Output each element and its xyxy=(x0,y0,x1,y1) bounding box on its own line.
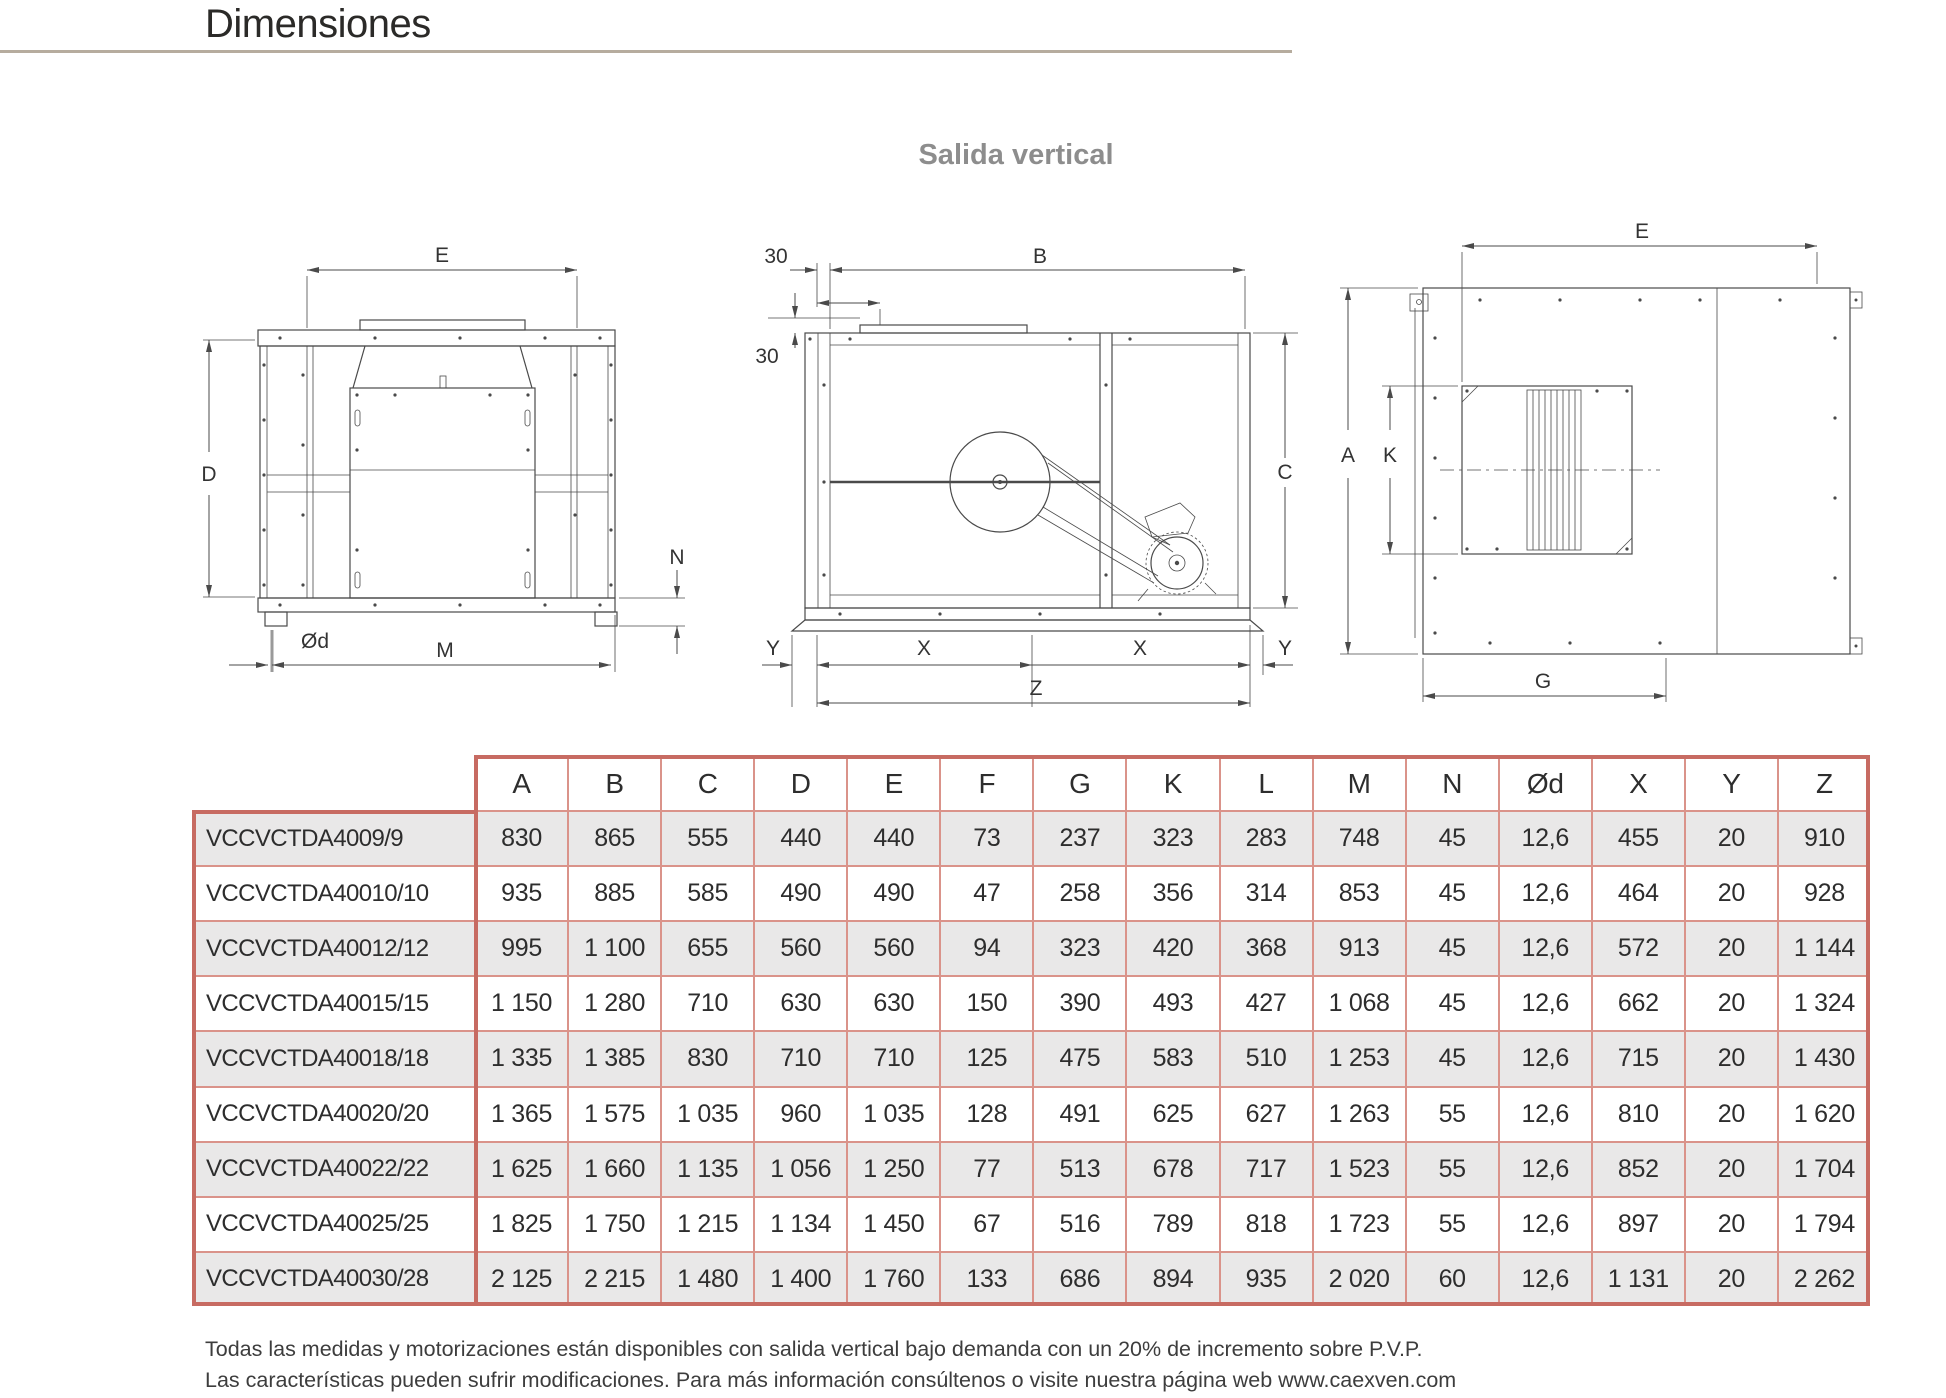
top-view-drawing xyxy=(1330,218,1890,718)
column-header: G xyxy=(1032,755,1125,810)
value-cell: 560 xyxy=(846,920,939,975)
value-cell: 420 xyxy=(1125,920,1218,975)
value-cell: 960 xyxy=(753,1086,846,1141)
value-cell: 12,6 xyxy=(1498,920,1591,975)
front-view-rivets xyxy=(262,336,612,606)
value-cell: 572 xyxy=(1591,920,1684,975)
model-cell: VCCVCTDA40022/22 xyxy=(192,1141,474,1196)
value-cell: 1 215 xyxy=(660,1196,753,1251)
value-cell: 710 xyxy=(753,1030,846,1085)
value-cell: 60 xyxy=(1405,1251,1498,1306)
value-cell: 885 xyxy=(567,865,660,920)
front-view-drawing xyxy=(195,240,725,710)
value-cell: 1 335 xyxy=(474,1030,567,1085)
value-cell: 45 xyxy=(1405,920,1498,975)
value-cell: 47 xyxy=(939,865,1032,920)
value-cell: 45 xyxy=(1405,810,1498,865)
value-cell: 77 xyxy=(939,1141,1032,1196)
value-cell: 625 xyxy=(1125,1086,1218,1141)
value-cell: 20 xyxy=(1684,865,1777,920)
value-cell: 1 430 xyxy=(1777,1030,1870,1085)
value-cell: 810 xyxy=(1591,1086,1684,1141)
title-rule xyxy=(0,50,1292,53)
value-cell: 150 xyxy=(939,975,1032,1030)
dim-label-y-right: Y xyxy=(1277,637,1293,660)
value-cell: 510 xyxy=(1219,1030,1312,1085)
value-cell: 710 xyxy=(846,1030,939,1085)
value-cell: 2 215 xyxy=(567,1251,660,1306)
value-cell: 20 xyxy=(1684,810,1777,865)
value-cell: 865 xyxy=(567,810,660,865)
value-cell: 1 523 xyxy=(1312,1141,1405,1196)
value-cell: 662 xyxy=(1591,975,1684,1030)
value-cell: 1 150 xyxy=(474,975,567,1030)
value-cell: 1 324 xyxy=(1777,975,1870,1030)
value-cell: 67 xyxy=(939,1196,1032,1251)
column-header: A xyxy=(474,755,567,810)
value-cell: 427 xyxy=(1219,975,1312,1030)
value-cell: 910 xyxy=(1777,810,1870,865)
value-cell: 1 068 xyxy=(1312,975,1405,1030)
section-subtitle: Salida vertical xyxy=(918,139,1114,171)
value-cell: 12,6 xyxy=(1498,1141,1591,1196)
footer-line-2: Las características pueden sufrir modificaciones. Para más información consúltenos o visite nuestra página web www.caexven.com xyxy=(205,1368,1457,1392)
value-cell: 583 xyxy=(1125,1030,1218,1085)
value-cell: 630 xyxy=(753,975,846,1030)
value-cell: 12,6 xyxy=(1498,975,1591,1030)
value-cell: 928 xyxy=(1777,865,1870,920)
model-cell: VCCVCTDA40010/10 xyxy=(192,865,474,920)
dim-label-c: C xyxy=(1277,461,1293,484)
dim-label-n: N xyxy=(669,546,685,569)
value-cell: 1 134 xyxy=(753,1196,846,1251)
model-cell: VCCVCTDA4009/9 xyxy=(192,810,474,865)
value-cell: 12,6 xyxy=(1498,1251,1591,1306)
value-cell: 1 250 xyxy=(846,1141,939,1196)
value-cell: 440 xyxy=(753,810,846,865)
footer-notes xyxy=(205,1334,1456,1396)
value-cell: 94 xyxy=(939,920,1032,975)
column-header: Ød xyxy=(1498,755,1591,810)
value-cell: 818 xyxy=(1219,1196,1312,1251)
column-header: L xyxy=(1219,755,1312,810)
model-cell: VCCVCTDA40030/28 xyxy=(192,1251,474,1306)
value-cell: 12,6 xyxy=(1498,1030,1591,1085)
value-cell: 715 xyxy=(1591,1030,1684,1085)
dim-label-e: E xyxy=(434,244,450,267)
value-cell: 20 xyxy=(1684,975,1777,1030)
dim-label-m: M xyxy=(436,639,454,662)
value-cell: 1 400 xyxy=(753,1251,846,1306)
model-cell: VCCVCTDA40018/18 xyxy=(192,1030,474,1085)
column-header: F xyxy=(939,755,1032,810)
value-cell: 368 xyxy=(1219,920,1312,975)
top-view-dimensions xyxy=(1340,220,1817,702)
column-header: X xyxy=(1591,755,1684,810)
value-cell: 935 xyxy=(1219,1251,1312,1306)
value-cell: 1 750 xyxy=(567,1196,660,1251)
model-cell: VCCVCTDA40020/20 xyxy=(192,1086,474,1141)
value-cell: 710 xyxy=(660,975,753,1030)
column-header: Z xyxy=(1777,755,1870,810)
value-cell: 1 144 xyxy=(1777,920,1870,975)
value-cell: 2 125 xyxy=(474,1251,567,1306)
value-cell: 493 xyxy=(1125,975,1218,1030)
value-cell: 630 xyxy=(846,975,939,1030)
dim-label-e: E xyxy=(1634,220,1650,243)
value-cell: 830 xyxy=(474,810,567,865)
value-cell: 1 450 xyxy=(846,1196,939,1251)
value-cell: 323 xyxy=(1032,920,1125,975)
value-cell: 1 620 xyxy=(1777,1086,1870,1141)
value-cell: 55 xyxy=(1405,1196,1498,1251)
value-cell: 133 xyxy=(939,1251,1032,1306)
value-cell: 440 xyxy=(846,810,939,865)
side-view-dimensions xyxy=(755,245,1298,707)
value-cell: 45 xyxy=(1405,865,1498,920)
model-cell: VCCVCTDA40015/15 xyxy=(192,975,474,1030)
value-cell: 1 253 xyxy=(1312,1030,1405,1085)
column-header: C xyxy=(660,755,753,810)
value-cell: 853 xyxy=(1312,865,1405,920)
dimensions-table-grid xyxy=(192,755,1870,1306)
value-cell: 20 xyxy=(1684,1086,1777,1141)
value-cell: 894 xyxy=(1125,1251,1218,1306)
value-cell: 55 xyxy=(1405,1141,1498,1196)
side-view-drawing xyxy=(740,245,1320,725)
value-cell: 655 xyxy=(660,920,753,975)
page-title: Dimensiones xyxy=(205,2,431,46)
dim-label-y-left: Y xyxy=(765,637,781,660)
value-cell: 1 660 xyxy=(567,1141,660,1196)
column-header: Y xyxy=(1684,755,1777,810)
value-cell: 516 xyxy=(1032,1196,1125,1251)
value-cell: 490 xyxy=(753,865,846,920)
value-cell: 55 xyxy=(1405,1086,1498,1141)
column-header: K xyxy=(1125,755,1218,810)
model-cell: VCCVCTDA40025/25 xyxy=(192,1196,474,1251)
value-cell: 913 xyxy=(1312,920,1405,975)
value-cell: 12,6 xyxy=(1498,1196,1591,1251)
value-cell: 1 760 xyxy=(846,1251,939,1306)
dim-label-b: B xyxy=(1032,245,1048,268)
value-cell: 390 xyxy=(1032,975,1125,1030)
value-cell: 490 xyxy=(846,865,939,920)
value-cell: 20 xyxy=(1684,1196,1777,1251)
value-cell: 258 xyxy=(1032,865,1125,920)
value-cell: 1 385 xyxy=(567,1030,660,1085)
dim-label-x-left: X xyxy=(916,637,932,660)
value-cell: 560 xyxy=(753,920,846,975)
value-cell: 585 xyxy=(660,865,753,920)
value-cell: 73 xyxy=(939,810,1032,865)
value-cell: 830 xyxy=(660,1030,753,1085)
value-cell: 1 056 xyxy=(753,1141,846,1196)
value-cell: 1 825 xyxy=(474,1196,567,1251)
dim-label-a: A xyxy=(1340,444,1356,467)
value-cell: 513 xyxy=(1032,1141,1125,1196)
value-cell: 1 480 xyxy=(660,1251,753,1306)
value-cell: 45 xyxy=(1405,1030,1498,1085)
top-view-outline xyxy=(1410,288,1862,654)
value-cell: 1 135 xyxy=(660,1141,753,1196)
dim-label-30-left: 30 xyxy=(755,345,779,368)
value-cell: 323 xyxy=(1125,810,1218,865)
front-view-outline xyxy=(258,320,617,626)
dim-label-od: Ød xyxy=(300,630,330,653)
value-cell: 1 365 xyxy=(474,1086,567,1141)
column-header: N xyxy=(1405,755,1498,810)
table-corner-spacer xyxy=(192,755,474,810)
value-cell: 1 723 xyxy=(1312,1196,1405,1251)
value-cell: 1 035 xyxy=(660,1086,753,1141)
value-cell: 1 625 xyxy=(474,1141,567,1196)
dim-label-k: K xyxy=(1382,444,1398,467)
value-cell: 283 xyxy=(1219,810,1312,865)
value-cell: 475 xyxy=(1032,1030,1125,1085)
value-cell: 748 xyxy=(1312,810,1405,865)
dim-label-30-top: 30 xyxy=(764,245,788,268)
model-cell: VCCVCTDA40012/12 xyxy=(192,920,474,975)
value-cell: 686 xyxy=(1032,1251,1125,1306)
value-cell: 852 xyxy=(1591,1141,1684,1196)
footer-line-1: Todas las medidas y motorizaciones están disponibles con salida vertical bajo demanda con un 20% de incremento sobre P.V.P. xyxy=(205,1337,1423,1361)
value-cell: 12,6 xyxy=(1498,810,1591,865)
value-cell: 935 xyxy=(474,865,567,920)
value-cell: 45 xyxy=(1405,975,1498,1030)
value-cell: 12,6 xyxy=(1498,1086,1591,1141)
value-cell: 20 xyxy=(1684,1251,1777,1306)
value-cell: 627 xyxy=(1219,1086,1312,1141)
value-cell: 128 xyxy=(939,1086,1032,1141)
value-cell: 491 xyxy=(1032,1086,1125,1141)
dimensions-table xyxy=(192,755,1870,1306)
side-view-outline xyxy=(792,325,1263,631)
value-cell: 20 xyxy=(1684,1141,1777,1196)
value-cell: 2 262 xyxy=(1777,1251,1870,1306)
front-view-dimensions xyxy=(201,244,685,672)
value-cell: 1 575 xyxy=(567,1086,660,1141)
value-cell: 897 xyxy=(1591,1196,1684,1251)
value-cell: 12,6 xyxy=(1498,865,1591,920)
dim-label-g: G xyxy=(1534,670,1552,693)
value-cell: 995 xyxy=(474,920,567,975)
column-header: M xyxy=(1312,755,1405,810)
value-cell: 1 704 xyxy=(1777,1141,1870,1196)
value-cell: 356 xyxy=(1125,865,1218,920)
column-header: D xyxy=(753,755,846,810)
value-cell: 1 794 xyxy=(1777,1196,1870,1251)
value-cell: 1 263 xyxy=(1312,1086,1405,1141)
value-cell: 464 xyxy=(1591,865,1684,920)
value-cell: 1 280 xyxy=(567,975,660,1030)
value-cell: 20 xyxy=(1684,920,1777,975)
column-header: B xyxy=(567,755,660,810)
value-cell: 717 xyxy=(1219,1141,1312,1196)
dim-label-x-right: X xyxy=(1132,637,1148,660)
value-cell: 1 035 xyxy=(846,1086,939,1141)
dim-label-z: Z xyxy=(1029,677,1043,700)
value-cell: 789 xyxy=(1125,1196,1218,1251)
value-cell: 678 xyxy=(1125,1141,1218,1196)
value-cell: 555 xyxy=(660,810,753,865)
value-cell: 455 xyxy=(1591,810,1684,865)
value-cell: 1 131 xyxy=(1591,1251,1684,1306)
value-cell: 1 100 xyxy=(567,920,660,975)
column-header: E xyxy=(846,755,939,810)
value-cell: 125 xyxy=(939,1030,1032,1085)
value-cell: 2 020 xyxy=(1312,1251,1405,1306)
value-cell: 314 xyxy=(1219,865,1312,920)
dim-label-d: D xyxy=(201,463,217,486)
value-cell: 20 xyxy=(1684,1030,1777,1085)
value-cell: 237 xyxy=(1032,810,1125,865)
